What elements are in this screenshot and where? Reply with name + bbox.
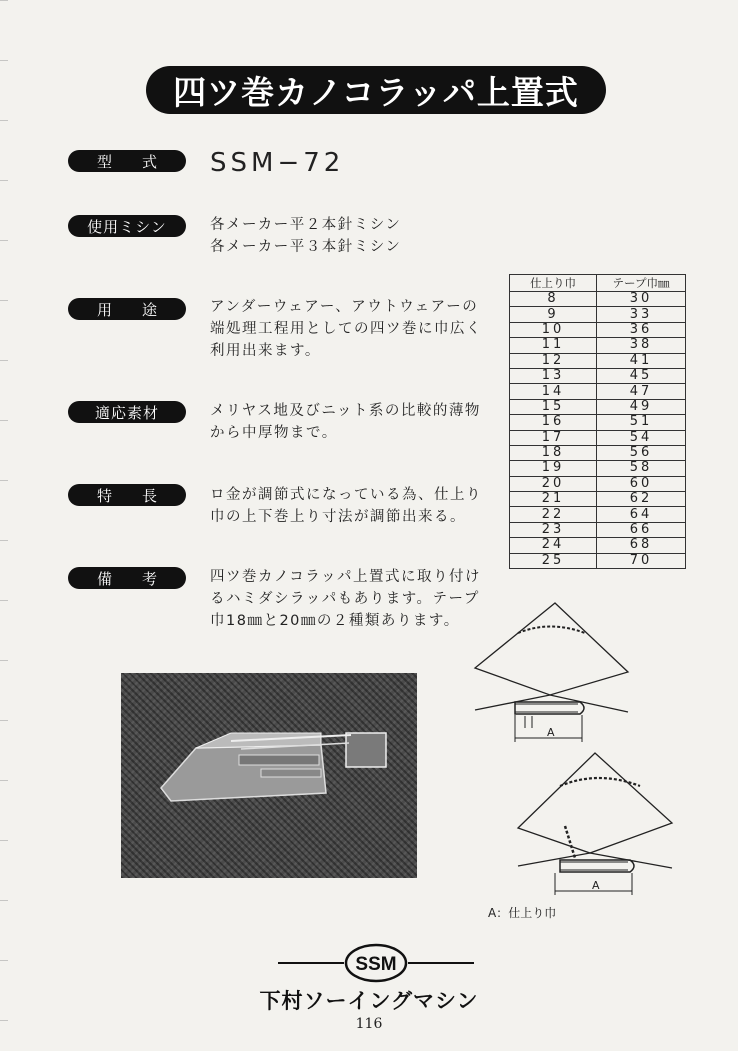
table-row (510, 338, 686, 353)
label-char: 式 (141, 152, 157, 171)
tape-width-cell: 54 (597, 430, 686, 445)
folding-diagram-bottom (510, 748, 675, 898)
features-text (210, 484, 482, 528)
finish-width-cell: 14 (510, 384, 597, 399)
table-row (510, 384, 686, 399)
tape-width-cell: 64 (597, 507, 686, 522)
label-char: 考 (141, 569, 157, 588)
finish-width-cell: 12 (510, 353, 597, 368)
table-header-row (510, 275, 686, 292)
finish-width-cell: 20 (510, 476, 597, 491)
tape-width-cell: 66 (597, 522, 686, 537)
text-line: 巾の上下巻上り寸法が調節出来る。 (210, 509, 466, 525)
finish-width-cell: 25 (510, 553, 597, 568)
tape-width-cell: 45 (597, 368, 686, 383)
table-row (510, 492, 686, 507)
label-char: 途 (141, 300, 157, 319)
tape-width-cell: 58 (597, 461, 686, 476)
finish-width-cell: 21 (510, 492, 597, 507)
table-row (510, 507, 686, 522)
tape-width-cell: 41 (597, 353, 686, 368)
table-row (510, 476, 686, 491)
text-line: 各メーカー平３本針ミシン (210, 239, 402, 255)
tape-width-cell: 62 (597, 492, 686, 507)
text-line: アンダーウェアー、アウトウェアーの (210, 299, 479, 315)
remarks-text (210, 566, 481, 632)
tape-width-cell: 49 (597, 399, 686, 414)
finish-width-cell: 19 (510, 461, 597, 476)
page-number: 116 (355, 1016, 383, 1032)
finish-width-cell: 11 (510, 338, 597, 353)
finish-width-cell: 13 (510, 368, 597, 383)
finish-width-cell: 24 (510, 538, 597, 553)
text-line: 利用出来ます。 (210, 343, 321, 359)
finish-width-cell: 22 (510, 507, 597, 522)
usage-text (210, 296, 482, 362)
text-line: 端処理工程用としての四ツ巻に巾広く (210, 321, 482, 337)
dimension-label: A (592, 879, 600, 892)
logo-text: SSM (355, 954, 397, 975)
label-char: 長 (141, 486, 157, 505)
product-photo (121, 673, 417, 878)
label-model (68, 150, 186, 172)
tape-width-cell: 68 (597, 538, 686, 553)
table-row (510, 399, 686, 414)
folding-diagram-top (470, 600, 630, 750)
text-line: 各メーカー平２本針ミシン (210, 217, 402, 233)
table-row (510, 368, 686, 383)
finish-width-cell: 17 (510, 430, 597, 445)
finish-width-cell: 15 (510, 399, 597, 414)
header-tape-width: テープ巾㎜ (597, 275, 686, 292)
tape-width-cell: 60 (597, 476, 686, 491)
label-char: 型 (96, 152, 112, 171)
tape-width-cell: 38 (597, 338, 686, 353)
tape-width-cell: 30 (597, 292, 686, 307)
finish-width-cell: 18 (510, 445, 597, 460)
tape-width-cell: 51 (597, 415, 686, 430)
table-row (510, 522, 686, 537)
table-row (510, 292, 686, 307)
tape-width-cell: 33 (597, 307, 686, 322)
table-row (510, 415, 686, 430)
finish-width-cell: 23 (510, 522, 597, 537)
text-line: 四ツ巻カノコラッパ上置式に取り付け (210, 569, 481, 585)
text-line: るハミダシラッパもあります。テープ (210, 591, 480, 607)
binding-edge (0, 0, 8, 1051)
machine-text (210, 214, 401, 258)
tape-width-cell: 70 (597, 553, 686, 568)
text-line: メリヤス地及びニット系の比較的薄物 (210, 403, 481, 419)
text-line: から中厚物まで。 (210, 425, 338, 441)
table-row (510, 353, 686, 368)
tape-width-cell: 47 (597, 384, 686, 399)
label-machine: 使用ミシン (68, 215, 186, 237)
finish-width-cell: 16 (510, 415, 597, 430)
table-row (510, 553, 686, 568)
finish-width-cell: 10 (510, 322, 597, 337)
label-features (68, 484, 186, 506)
model-number: SSM−72 (210, 148, 345, 178)
table-row (510, 445, 686, 460)
label-char: 用 (96, 300, 112, 319)
finish-width-cell: 9 (510, 307, 597, 322)
material-text (210, 400, 481, 444)
table-row (510, 322, 686, 337)
label-remarks (68, 567, 186, 589)
header-finish-width: 仕上り巾 (510, 275, 597, 292)
table-row (510, 538, 686, 553)
ssm-logo (276, 940, 476, 986)
label-usage (68, 298, 186, 320)
tape-width-cell: 56 (597, 445, 686, 460)
page-title: 四ツ巻カノコラッパ上置式 (146, 66, 606, 114)
spec-table (509, 274, 686, 569)
dimension-label: A (547, 726, 555, 739)
folder-attachment-image (121, 673, 417, 878)
text-line: 巾18㎜と20㎜の２種類あります。 (210, 613, 460, 629)
diagram-caption: A：仕上り巾 (488, 906, 557, 920)
label-char: 特 (96, 486, 112, 505)
label-char: 備 (96, 569, 112, 588)
finish-width-cell: 8 (510, 292, 597, 307)
label-material: 適応素材 (68, 401, 186, 423)
table-row (510, 430, 686, 445)
company-name: 下村ソーイングマシン (259, 989, 479, 1013)
text-line: ロ金が調節式になっている為、仕上り (210, 487, 482, 503)
table-row (510, 461, 686, 476)
table-row (510, 307, 686, 322)
tape-width-cell: 36 (597, 322, 686, 337)
